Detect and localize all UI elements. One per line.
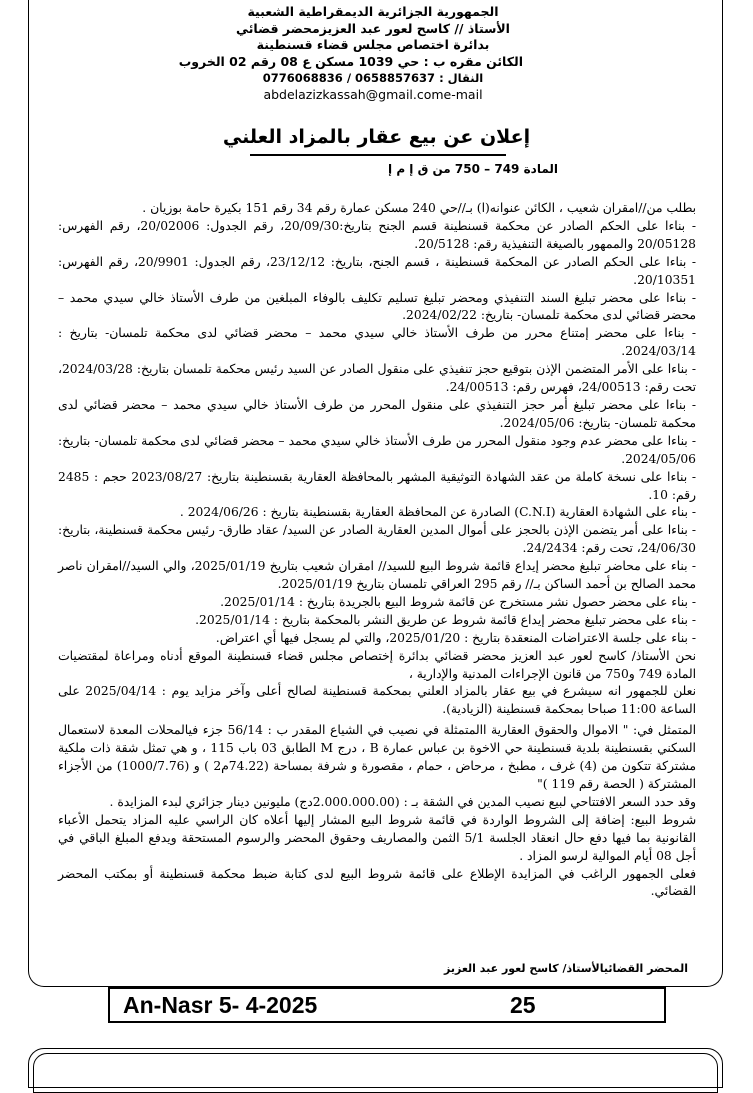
- paragraph: - بناءا على أمر يتضمن الإذن بالحجز على أموال المدين العقارية الصادر عن السيد/ عقاد طارق- رئيس محكمة قسنطينة، بتاريخ: 24/06/30، تحت رقم: 24/2434.: [58, 523, 696, 556]
- header-email: abdelazizkassah@gmail.come-mail: [263, 86, 483, 102]
- notice-body: [58, 200, 696, 901]
- paragraph: نحن الأستاذ/ كاسح لعور عبد العزيز محضر قضائي بدائرة إختصاص مجلس قضاء قسنطينة الموقع أدناه ومراعاة لمقتضيات المادة 749 و750 من قانون الإجراءات المدنية والإدارية ،: [58, 648, 696, 681]
- header-line-bailiff: الأستاذ // كاسح لعور عبد العزيزمحضر قضائي: [236, 20, 510, 36]
- paragraph: - بناءا على الأمر المتضمن الإذن بتوقيع حجز تنفيذي على منقول الصادر عن السيد رئيس محكمة تلمسان بتاريخ: 2024/03/28، تحت رقم: 24/00513، فهرس رقم: 24/00513.: [58, 362, 696, 395]
- legal-article-reference: المادة 749 – 750 من ق إ م إ: [388, 162, 558, 176]
- paragraph: نعلن للجمهور انه سيشرع في بيع عقار بالمزاد العلني بمحكمة قسنطينة لصالح أعلى وآخر مزايد يوم : 2025/04/14 على الساعة 11:00 صباحا بمحكمة قسنطينة (الزيادية).: [58, 684, 696, 717]
- paragraph: فعلى الجمهور الراغب في المزايدة الإطلاع على قائمة شروط البيع لدى كتابة ضبط محكمة قسنطينة أو بمكتب المحضر القضائي.: [58, 866, 696, 899]
- paragraph: شروط البيع: إضافة إلى الشروط الواردة في قائمة شروط البيع المشار إليها أعلاه كان الراسي عليه المزاد يتحمل الأعباء القانونية بما فيها دفع حال انعقاد الجلسة 5/1 الثمن والمصاريف وحقوق المحضر والرسوم المستحقة ويدفع المبلغ الباقي في أجل 08 أيام الموالية لرسو المزاد .: [58, 812, 697, 863]
- paragraph: - بناء على محضر تبليغ محضر إيداع قائمة شروط عن طريق النشر بالمحكمة بتاريخ : 2025/01/14.: [195, 612, 696, 627]
- paragraph: - بناء على الشهادة العقارية (C.N.I) الصادرة عن المحافظة العقارية بقسنطينة بتاريخ : 2024/06/26 .: [179, 505, 696, 520]
- title-underline: [250, 154, 506, 156]
- page-footer: [108, 987, 666, 1023]
- next-notice-inner-frame: [33, 1053, 718, 1093]
- phone-label: النقال: [447, 71, 484, 85]
- paragraph: - بناءا على الحكم الصادر عن المحكمة قسنطينة ، قسم الجنح، بتاريخ: 23/12/12، رقم الجدول: 20/9901، رقم الفهرس: 20/10351.: [58, 254, 696, 287]
- header-line-phones: النقال : 0658857637 / 0776068836: [262, 71, 484, 85]
- newspaper-date: An-Nasr 5- 4-2025: [123, 992, 318, 1018]
- paragraph: - بناءا على نسخة كاملة من عقد الشهادة التوثيقية المشهر بالمحافظة العقارية بقسنطينة بتاريخ: 2023/08/27 حجم : 2485 رقم: 10.: [58, 469, 696, 502]
- paragraph: المتمثل في: " الاموال والحقوق العقارية االمتمثلة في نصيب في الشياع المقدر ب : 56/14 جزء فيالمحلات المعدة لاستعمال السكني بقسنطينة بلدية قسنطينة حي الاخوة بن عباس عمارة B ، درج M الطابق 03 باب 115 ، و هي تمثل شقة ذات ملكية مشتركة تتكون من (4) غرف ، مطبخ ، مرحاض ، حمام ، مقصورة و شرفة بمساحة (74.22م2 ) و (1000/7.76) من الأجزاء المشتركة ( الحصة رقم 119 )": [58, 723, 697, 791]
- header-line-address: الكائن مقره ب : حي 1039 مسكن ع 08 رقم 02 الخروب: [178, 53, 523, 69]
- phone-numbers: 0658857637 / 0776068836: [262, 71, 436, 85]
- paragraph: وقد حدد السعر الافتتاحي لبيع نصيب المدين في الشقة بـ : (2.000.000.00دج) مليونين دينار جزائري لبدء المزايدة .: [109, 794, 696, 809]
- paragraph: - بناءا على محضر تبليغ أمر حجز التنفيذي على منقول المحرر من طرف الأستاذ خالي سيدي محمد – محضر قضائي لدى محكمة تلمسان- بتاريخ: 2024/05/06.: [58, 397, 696, 430]
- paragraph: - بناءا على محضر إمتناع محرر من طرف الأستاذ خالي سيدي محمد – محضر قضائي لدى محكمة تلمسان- بتاريخ : 2024/03/14.: [58, 326, 696, 359]
- paragraph: - بناء على محاضر تبليغ محضر إيداع قائمة شروط البيع للسيد// امقران شعيب بتاريخ 2025/01/19، والي السيد//امقران ناصر محمد الصالح بن أحمد الساكن بـ// رقم 295 العراقي تلمسان بتاريخ 2025/01/19.: [58, 559, 696, 592]
- paragraph: - بناء على جلسة الاعتراضات المنعقدة بتاريخ : 2025/01/20، والتي لم يسجل فيها أي اعتراض.: [215, 630, 696, 645]
- paragraph: - بناءا على محضر تبليغ السند التنفيذي ومحضر تبليغ تسليم تكليف بالوفاء المبلغين من طرف الأستاذ خالي سيدي محمد – محضر قضائي لدى محكمة تلمسان- بتاريخ: 2024/02/22.: [58, 290, 696, 323]
- notice-title: إعلان عن بيع عقار بالمزاد العلني: [222, 126, 531, 148]
- paragraph: - بناءا على محضر عدم وجود منقول المحرر من طرف الأستاذ خالي سيدي محمد – محضر قضائي لدى محكمة تلمسان- بتاريخ: 2024/05/06.: [58, 433, 696, 466]
- header: [178, 4, 523, 102]
- paragraph: - بناءا على الحكم الصادر عن محكمة قسنطينة قسم الجنح بتاريخ:20/09/30، رقم الجدول: 20/02006، رقم الفهرس: 20/05128 والممهور بالصيغة التنفيذية رقم: 20/5128.: [58, 218, 696, 251]
- header-line-jurisdiction: بدائرة اختصاص مجلس قضاء قسنطينة: [256, 37, 490, 52]
- header-line-republic: الجمهورية الجزائرية الديمقراطية الشعبية: [247, 4, 499, 19]
- page-number: 25: [510, 992, 536, 1018]
- paragraph: بطلب من//امقران شعيب ، الكائن عنوانه(ا) بـ//حي 240 مسكن عمارة رقم 34 رقم 151 بكيرة حامة بوزيان .: [142, 201, 696, 215]
- paragraph: - بناء على محضر حصول نشر مستخرج عن قائمة شروط البيع بالجريدة بتاريخ : 2025/01/14.: [220, 594, 696, 609]
- signature: المحضر القضائيالأستاذ/ كاسح لعور عبد العزيز: [444, 962, 688, 975]
